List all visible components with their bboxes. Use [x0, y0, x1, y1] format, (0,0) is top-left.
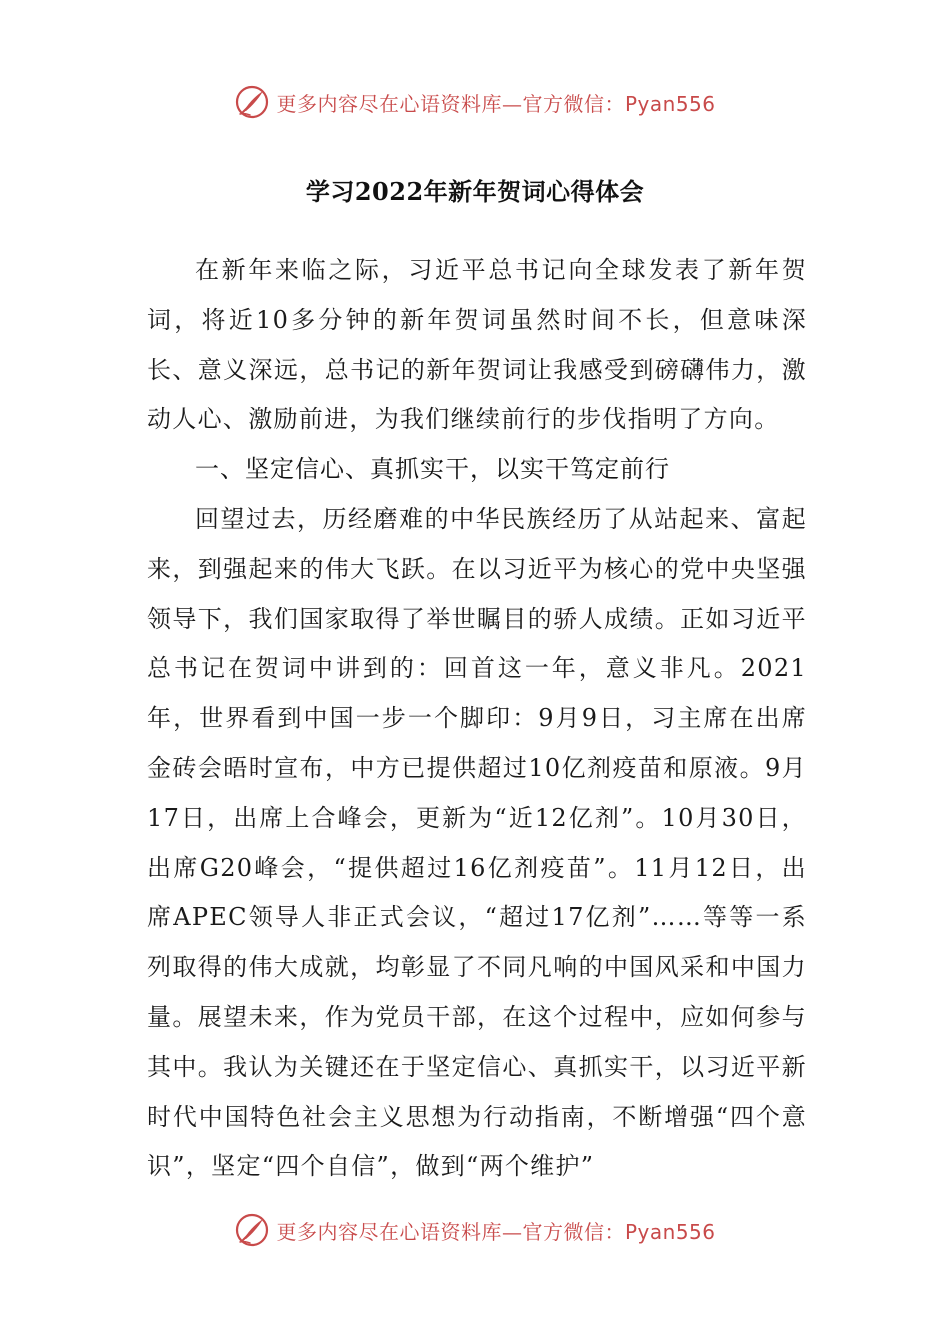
banner-wechat-id: Pyan556: [624, 1219, 716, 1244]
banner-slogan: 更多内容尽在心语资料库—官方微信：: [276, 91, 625, 116]
document-body: [147, 246, 807, 1192]
document-title: 学习2022年新年贺词心得体会: [305, 177, 645, 206]
banner-text: [276, 88, 715, 117]
banner-wechat-id: Pyan556: [624, 91, 716, 116]
header-banner: [0, 80, 950, 124]
banner-slogan: 更多内容尽在心语资料库—官方微信：: [276, 1219, 625, 1244]
paragraph-section-1: 回望过去，历经磨难的中华民族经历了从站起来、富起来，到强起来的伟大飞跃。在以习近平为核心的党中央坚强领导下，我们国家取得了举世瞩目的骄人成绩。正如习近平总书记在贺词中讲到的：回首这一年，意义非凡。2021年，世界看到中国一步一个脚印：9月9日，习主席在出席金砖会晤时宣布，中方已提供超过10亿剂疫苗和原液。9月17日，出席上合峰会，更新为“近12亿剂”。10月30日，出席G20峰会，“提供超过16亿剂疫苗”。11月12日，出席APEC领导人非正式会议，“超过17亿剂”……等等一系列取得的伟大成就，均彰显了不同凡响的中国风采和中国力量。展望未来，作为党员干部，在这个过程中，应如何参与其中。我认为关键还在于坚定信心、真抓实干，以习近平新时代中国特色社会主义思想为行动指南，不断增强“四个意识”，坚定“四个自信”，做到“两个维护”: [147, 504, 807, 1181]
section-heading-1: 一、坚定信心、真抓实干，以实干笃定前行: [195, 455, 670, 484]
paragraph-intro: 在新年来临之际，习近平总书记向全球发表了新年贺词，将近10多分钟的新年贺词虽然时间不长，但意味深长、意义深远，总书记的新年贺词让我感受到磅礴伟力，激动人心、激励前进，为我们继续前行的步伐指明了方向。: [147, 256, 807, 434]
footer-banner: [0, 1208, 950, 1252]
banner-text: [276, 1216, 715, 1245]
quill-logo-icon: [234, 1212, 270, 1248]
quill-logo-icon: [234, 84, 270, 120]
